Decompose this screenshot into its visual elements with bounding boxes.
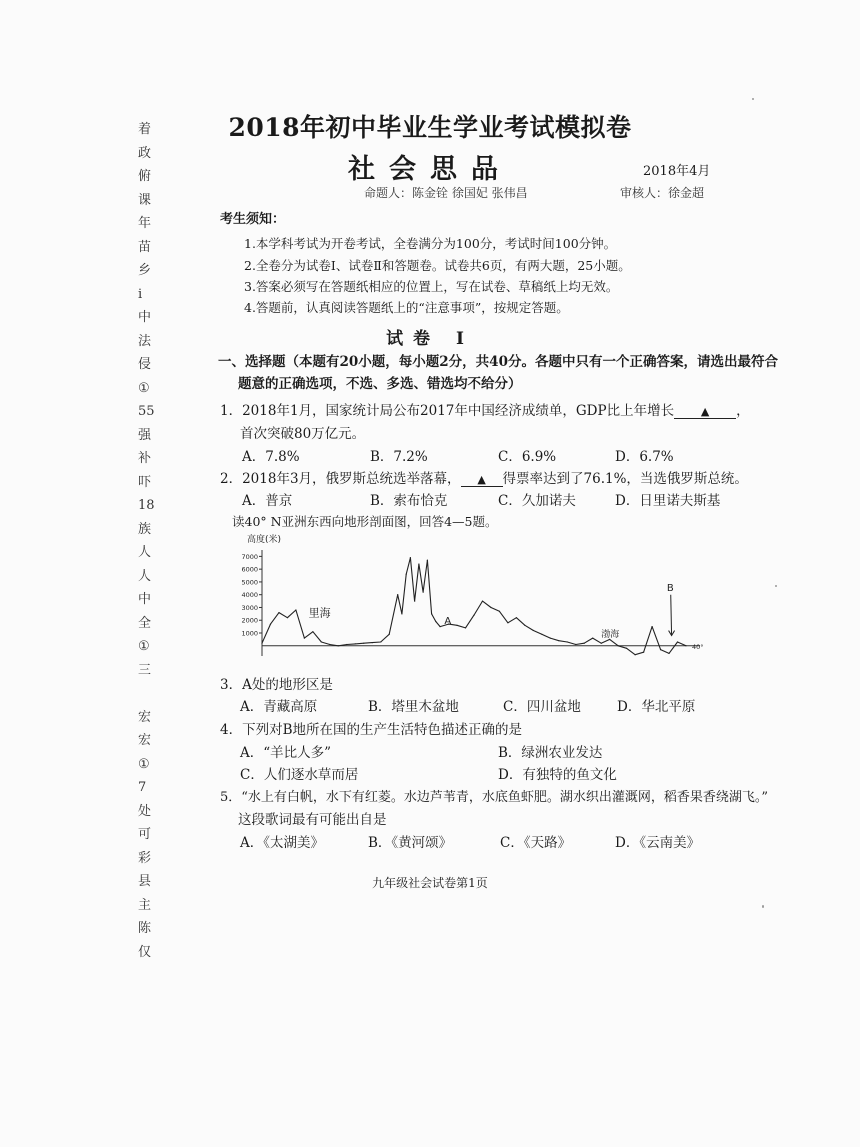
profile-point bbox=[363, 643, 364, 644]
y-tick-label: 1000 bbox=[241, 629, 258, 638]
annotation-b: B bbox=[666, 582, 674, 594]
question-text: 1．2018年1月，国家统计局公布2017年中国经济成绩单，GDP比上年增长 bbox=[220, 403, 675, 419]
profile-point bbox=[321, 641, 322, 642]
profile-point bbox=[643, 652, 644, 653]
profile-point bbox=[431, 613, 432, 614]
option-d: D．6.7% bbox=[615, 449, 674, 465]
bleed-char: 处 bbox=[138, 803, 152, 819]
bleed-char: ① bbox=[138, 756, 150, 772]
annotation-a: A bbox=[444, 616, 452, 628]
profile-point bbox=[372, 642, 373, 643]
profile-point bbox=[499, 611, 500, 612]
profile-point bbox=[473, 615, 474, 616]
question-5-stem: 5．“水上有白帆，水下有红菱。水边芦苇青，水底鱼虾肥。湖水织出灌溉网，稻香果香绕湖飞。” bbox=[220, 790, 769, 805]
profile-point bbox=[507, 622, 508, 623]
terrain-profile-chart bbox=[240, 530, 710, 660]
notice-item: 4.答题前，认真阅读答题纸上的“注意事项”，按规定答题。 bbox=[244, 300, 569, 315]
profile-point bbox=[287, 617, 288, 618]
bleed-char: 课 bbox=[138, 192, 152, 208]
bleed-char: 苗 bbox=[138, 239, 152, 255]
option-b: B．塔里木盆地 bbox=[368, 699, 459, 715]
profile-point bbox=[410, 557, 411, 558]
profile-point bbox=[329, 644, 330, 645]
profile-point bbox=[304, 638, 305, 639]
question-4-stem: 4．下列对B地所在国的生产生活特色描述正确的是 bbox=[220, 722, 523, 738]
option-b: B．绿洲农业发达 bbox=[498, 745, 603, 761]
profile-point bbox=[389, 634, 390, 635]
profile-point bbox=[482, 600, 483, 601]
profile-point bbox=[414, 600, 415, 601]
question-1-stem bbox=[220, 399, 750, 419]
scan-speck bbox=[752, 98, 754, 100]
y-tick-label: 6000 bbox=[241, 565, 258, 574]
exam-title: 2018年初中毕业生学业考试模拟卷 bbox=[228, 113, 632, 142]
profile-point bbox=[435, 621, 436, 622]
option-b: B．7.2% bbox=[370, 449, 428, 465]
option-a: A．7.8% bbox=[242, 449, 300, 465]
bleed-char: 人 bbox=[138, 545, 152, 560]
bleed-char: 全 bbox=[138, 615, 152, 631]
profile-point bbox=[355, 643, 356, 644]
profile-point bbox=[397, 594, 398, 595]
notice-item: 3.答案必须写在答题纸相应的位置上，写在试卷、草稿纸上均无效。 bbox=[244, 279, 619, 294]
bleed-char: 宏 bbox=[138, 733, 152, 748]
bleed-char: 强 bbox=[138, 427, 152, 443]
profile-point bbox=[524, 625, 525, 626]
profile-point bbox=[601, 643, 602, 644]
option-a: A．“羊比人多” bbox=[240, 745, 332, 761]
profile-point bbox=[490, 607, 491, 608]
profile-point bbox=[401, 613, 402, 614]
latitude-label: 40° bbox=[692, 642, 704, 651]
reviewer-line: 审核人：徐金超 bbox=[620, 186, 705, 200]
profile-point bbox=[423, 592, 424, 593]
profile-point bbox=[558, 640, 559, 641]
profile-point bbox=[380, 641, 381, 642]
y-tick-label: 3000 bbox=[241, 603, 258, 612]
profile-point bbox=[541, 634, 542, 635]
profile-point bbox=[427, 560, 428, 561]
option-c: C．四川盆地 bbox=[503, 699, 581, 715]
profile-point bbox=[312, 631, 313, 632]
bleed-char: 55 bbox=[138, 404, 155, 419]
bleed-char: 吓 bbox=[138, 474, 152, 490]
profile-point bbox=[516, 617, 517, 618]
bleed-char bbox=[138, 682, 160, 706]
bleed-char: 彩 bbox=[138, 850, 152, 866]
bleed-char: ① bbox=[138, 380, 150, 396]
option-d: D．《云南美》 bbox=[615, 835, 701, 851]
bleed-char: 族 bbox=[138, 521, 152, 537]
bleed-char: 陈 bbox=[138, 921, 152, 936]
bleed-char: 侵 bbox=[138, 357, 152, 372]
profile-point bbox=[635, 654, 636, 655]
bleed-char: 政 bbox=[138, 145, 152, 161]
left-margin-bleed-text bbox=[138, 118, 160, 964]
question-5-stem-cont: 这段歌词最有可能出自是 bbox=[238, 812, 387, 828]
option-a: A．《太湖美》 bbox=[240, 835, 324, 851]
option-b: B．《黄河颂》 bbox=[368, 835, 453, 851]
profile-point bbox=[668, 653, 669, 654]
option-a: A．青藏高原 bbox=[240, 699, 318, 715]
bleed-char: 可 bbox=[138, 827, 152, 842]
option-c: C．人们逐水草而居 bbox=[240, 767, 359, 783]
profile-point bbox=[278, 612, 279, 613]
profile-point bbox=[465, 627, 466, 628]
answer-blank: ▲ bbox=[461, 473, 503, 487]
profile-point bbox=[660, 649, 661, 650]
profile-point bbox=[338, 645, 339, 646]
bleed-char: 俯 bbox=[138, 169, 152, 184]
bleed-char: 年 bbox=[138, 216, 152, 231]
option-c: C．久加诺夫 bbox=[498, 493, 576, 509]
answer-blank: ▲ bbox=[674, 405, 736, 419]
bleed-char: 三 bbox=[138, 662, 152, 678]
option-d: D．日里诺夫斯基 bbox=[615, 493, 721, 509]
section-title: 试卷 Ⅰ bbox=[386, 329, 474, 349]
bleed-char: 18 bbox=[138, 498, 155, 513]
question-3-stem: 3．A处的地形区是 bbox=[220, 677, 333, 693]
bleed-char: 主 bbox=[138, 897, 152, 913]
page-footer: 九年级社会试卷第1页 bbox=[372, 876, 488, 890]
question-1-stem-cont: 首次突破80万亿元。 bbox=[240, 426, 366, 442]
profile-point bbox=[626, 648, 627, 649]
bleed-char: 人 bbox=[138, 568, 152, 584]
y-tick-label: 4000 bbox=[241, 591, 258, 600]
option-d: D．有独特的鱼文化 bbox=[498, 767, 617, 783]
option-a: A．普京 bbox=[242, 493, 293, 509]
bleed-char: 补 bbox=[138, 451, 152, 466]
section-instructions-line: 题意的正确选项，不选、多选、错选均不给分） bbox=[238, 376, 522, 392]
bleed-char: ① bbox=[138, 639, 150, 654]
profile-point bbox=[295, 609, 296, 610]
profile-point bbox=[550, 638, 551, 639]
profile-point bbox=[456, 625, 457, 626]
profile-point bbox=[439, 626, 440, 627]
bleed-char: i bbox=[138, 286, 143, 302]
profile-point bbox=[677, 641, 678, 642]
question-text: 得票率达到了76.1%，当选俄罗斯总统。 bbox=[502, 471, 748, 487]
y-tick-label: 2000 bbox=[241, 616, 258, 625]
bleed-char: 中 bbox=[138, 310, 152, 325]
bleed-char: 县 bbox=[138, 874, 152, 889]
profile-point bbox=[651, 626, 652, 627]
profile-point bbox=[533, 630, 534, 631]
bleed-char: 法 bbox=[138, 333, 152, 349]
profile-point bbox=[685, 645, 686, 646]
option-d: D．华北平原 bbox=[617, 699, 696, 715]
subject-title: 社会思品 bbox=[348, 154, 512, 185]
profile-point bbox=[575, 644, 576, 645]
section-instructions bbox=[218, 351, 778, 395]
question-2-stem bbox=[220, 467, 748, 487]
profile-point bbox=[567, 641, 568, 642]
bleed-char: 仅 bbox=[138, 944, 152, 960]
scan-speck bbox=[775, 585, 777, 587]
notice-item: 2.全卷分为试卷Ⅰ、试卷Ⅱ和答题卷。试卷共6页，有两大题，25小题。 bbox=[244, 258, 631, 273]
section-instructions-line: 一、选择题（本题有20小题，每小题2分，共40分。各题中只有一个正确答案，请选出最符合 bbox=[218, 354, 778, 370]
option-b: B．索布恰克 bbox=[370, 493, 448, 509]
profile-point bbox=[618, 645, 619, 646]
profile-point bbox=[418, 563, 419, 564]
option-c: C．6.9% bbox=[498, 449, 557, 465]
notice-item: 1.本学科考试为开卷考试，全卷满分为100分，考试时间100分钟。 bbox=[244, 236, 617, 251]
bleed-char: 中 bbox=[138, 592, 152, 607]
profile-point bbox=[406, 574, 407, 575]
bleed-char: 着 bbox=[138, 122, 152, 137]
profile-intro: 读40° N亚洲东西向地形剖面图，回答4—5题。 bbox=[232, 514, 498, 529]
annotation-b-arrow bbox=[671, 595, 672, 636]
question-text: 2．2018年3月，俄罗斯总统选举落幕， bbox=[220, 471, 461, 487]
y-tick-label: 5000 bbox=[241, 578, 258, 587]
option-c: C．《天路》 bbox=[500, 835, 572, 851]
bleed-char: 7 bbox=[138, 780, 147, 795]
annotation-caspian-sea: 里海 bbox=[308, 606, 331, 620]
profile-point bbox=[584, 643, 585, 644]
bleed-char: 乡 bbox=[138, 263, 152, 278]
y-axis-label: 高度(米) bbox=[247, 535, 282, 545]
question-text: ， bbox=[736, 403, 750, 419]
profile-point bbox=[270, 623, 271, 624]
bleed-char: 宏 bbox=[138, 709, 152, 725]
exam-date: 2018年4月 bbox=[643, 164, 711, 179]
y-tick-label: 7000 bbox=[241, 552, 258, 561]
scan-speck bbox=[762, 905, 764, 908]
notice-heading: 考生须知： bbox=[220, 212, 286, 227]
profile-point bbox=[346, 644, 347, 645]
profile-point bbox=[592, 638, 593, 639]
annotation-bohai: 渤海 bbox=[601, 629, 620, 640]
profile-point bbox=[261, 643, 262, 644]
authors-line: 命题人：陈金铨 徐国妃 张伟昌 bbox=[364, 186, 528, 200]
